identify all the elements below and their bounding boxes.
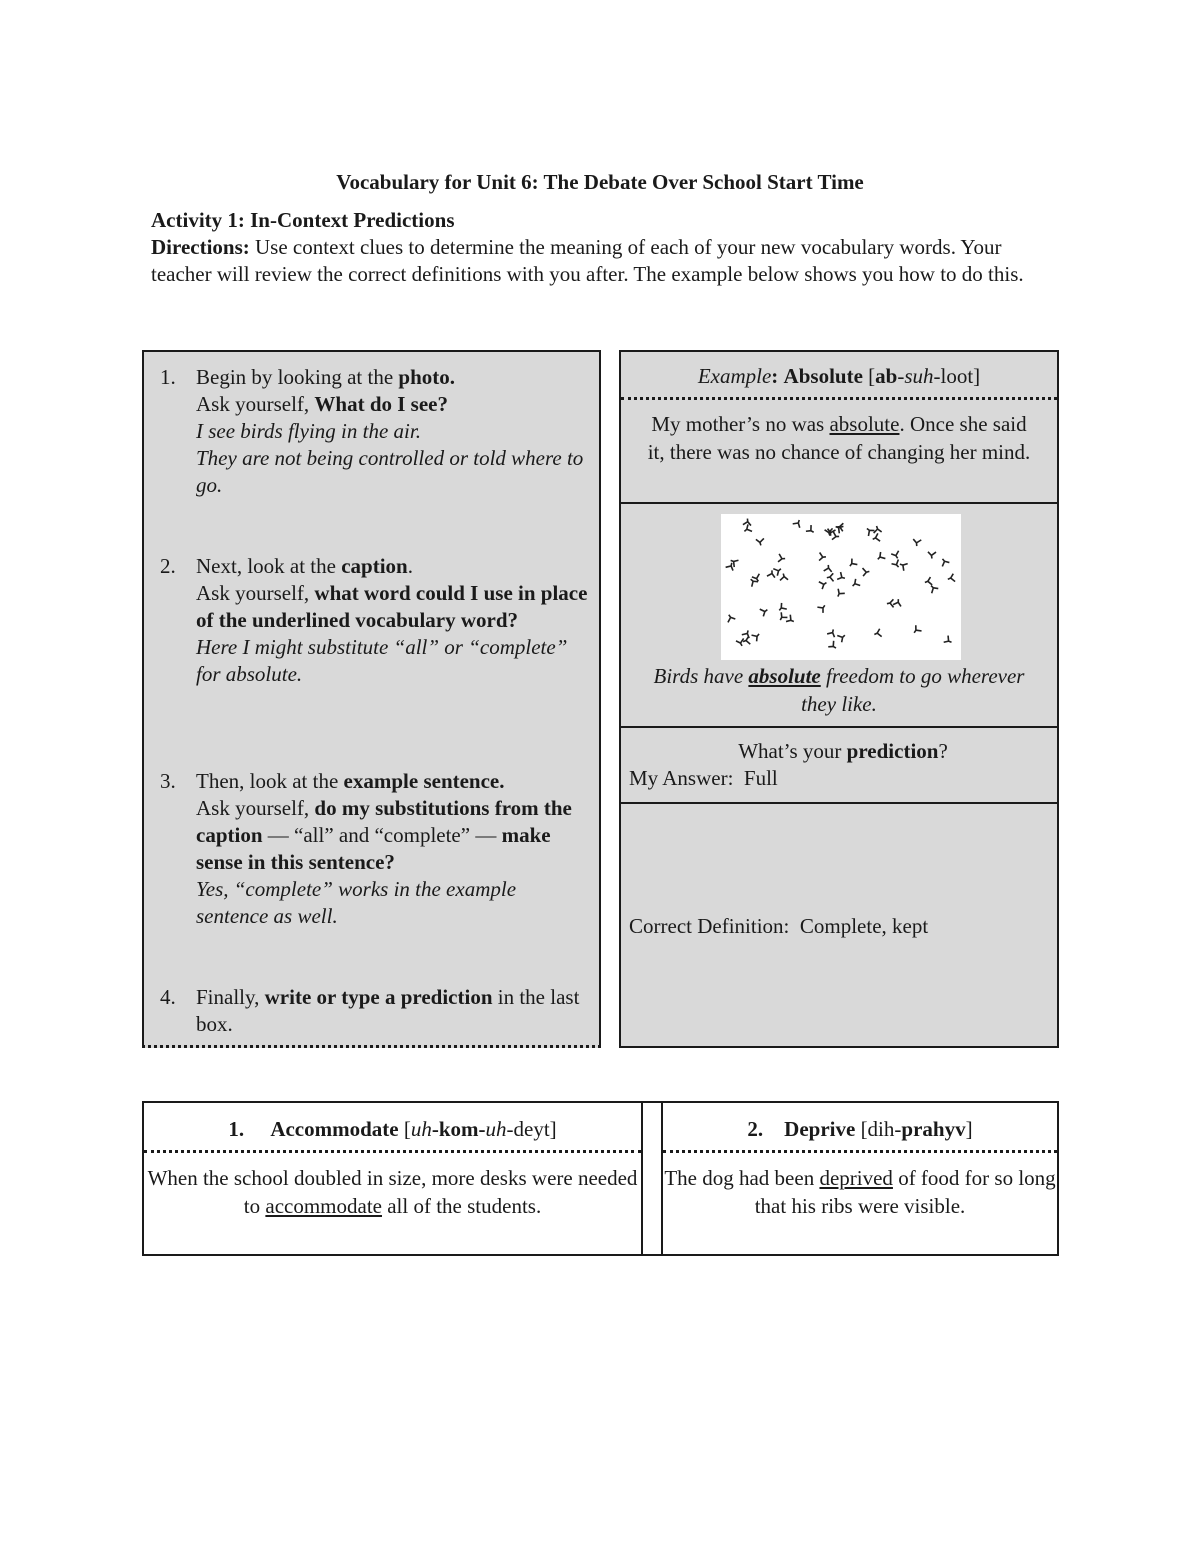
bird-mark	[928, 583, 938, 593]
step-bold: photo.	[398, 365, 456, 389]
pronunciation: [	[398, 1117, 411, 1141]
card-number: 2.	[747, 1117, 764, 1141]
step-4	[160, 984, 590, 1038]
bird-mark	[891, 559, 901, 569]
sentence-text: . Once she said it, there was no chance of changing her mind.	[647, 412, 1031, 464]
bird-mark	[891, 551, 901, 560]
photo-caption	[641, 662, 1037, 718]
bird-mark	[818, 553, 826, 562]
pronunciation-italic: -suh-	[897, 364, 941, 388]
bird-mark	[874, 629, 882, 638]
step-italic: Yes, “complete” works in the example sentence as well.	[196, 877, 517, 928]
prediction-cell	[621, 728, 1057, 804]
sentence-text: all of the students.	[381, 1194, 542, 1218]
step-1	[160, 364, 590, 499]
step-text: Then, look at the	[196, 769, 344, 793]
directions	[151, 234, 1031, 288]
activity-intro	[151, 207, 1031, 288]
pronunciation-stress: ab	[875, 364, 898, 388]
bird-mark	[756, 538, 764, 545]
vocab-card-accommodate	[142, 1101, 643, 1256]
bird-mark	[875, 552, 885, 562]
bird-mark	[752, 631, 762, 641]
pronunciation: loot]	[940, 364, 981, 388]
pronunciation-italic: uh	[410, 1117, 432, 1141]
bird-mark	[773, 566, 783, 576]
bird-mark	[887, 599, 895, 608]
bird-mark	[817, 603, 827, 614]
sentence-text: The dog had been	[664, 1166, 820, 1190]
bird-mark	[767, 569, 777, 578]
step-number: 3.	[160, 769, 176, 793]
bird-mark	[780, 573, 788, 580]
pronunciation: ]	[965, 1117, 973, 1141]
activity-heading: Activity 1: In-Context Predictions	[151, 208, 455, 232]
bird-mark	[827, 573, 835, 582]
step-3	[160, 768, 590, 930]
answer-label: My Answer:	[629, 766, 734, 790]
card-connector	[641, 1101, 663, 1256]
directions-text: Use context clues to determine the meaning of each of your new vocabulary words. Your teacher will review the correct definitions with you after. The example below shows you how to do this.	[151, 235, 1024, 286]
definition-label: Correct Definition:	[629, 914, 790, 938]
step-italic: I see birds flying in the air.	[196, 419, 421, 443]
example-colon: :	[771, 364, 779, 388]
caption-text: freedom to go wherever they like.	[801, 664, 1025, 716]
card-sentence	[663, 1153, 1057, 1220]
example-word: Absolute	[783, 364, 863, 388]
bird-mark	[785, 615, 795, 626]
prediction-text: ?	[938, 739, 948, 763]
pronunciation: -deyt]	[506, 1117, 557, 1141]
step-2	[160, 553, 590, 688]
step-text: .	[407, 554, 413, 578]
pronunciation-stress: -kom-	[431, 1117, 486, 1141]
bird-mark	[893, 598, 903, 607]
definition-value[interactable]: Complete, kept	[799, 914, 929, 938]
bird-mark	[805, 525, 816, 536]
bird-mark	[837, 632, 847, 642]
bird-mark	[836, 572, 846, 582]
bird-mark	[736, 638, 745, 646]
bird-mark	[777, 602, 787, 613]
step-bold: do my substitutions from the caption	[196, 796, 572, 847]
bird-mark	[819, 580, 828, 590]
prediction-text: What’s your	[738, 739, 847, 763]
bird-mark	[793, 518, 804, 528]
step-text: Begin by looking at the	[196, 365, 399, 389]
card-number: 1.	[228, 1117, 245, 1141]
step-bold: what word could I use in place of the underlined vocabulary word?	[196, 581, 588, 632]
caption-vocab-word: absolute	[748, 664, 821, 688]
pronunciation-italic: uh	[485, 1117, 507, 1141]
bird-mark	[760, 607, 769, 617]
definition-cell	[621, 804, 1057, 1048]
bird-mark	[874, 526, 882, 533]
prediction-question	[629, 738, 1057, 765]
step-bold: write or type a prediction	[264, 985, 493, 1009]
sentence-vocab-word: absolute	[829, 412, 900, 436]
step-number: 2.	[160, 554, 176, 578]
bird-mark	[777, 554, 786, 564]
step-italic: Here I might substitute “all” or “complete” for absolute.	[196, 635, 568, 686]
my-answer[interactable]	[629, 765, 1057, 792]
card-word: Accommodate	[270, 1117, 399, 1141]
step-text: Next, look at the	[196, 554, 342, 578]
sentence-text: My mother’s no was	[651, 412, 830, 436]
bird-mark	[834, 588, 845, 599]
photo-cell	[621, 504, 1057, 728]
bird-mark	[927, 551, 936, 559]
step-number: 4.	[160, 985, 176, 1009]
bird-mark	[912, 538, 921, 547]
bird-mark	[911, 625, 921, 636]
step-number: 1.	[160, 365, 176, 389]
step-bold: example sentence.	[343, 769, 505, 793]
prediction-bold: prediction	[846, 739, 939, 763]
bird-mark	[847, 558, 857, 569]
step-text: Ask yourself,	[196, 581, 315, 605]
bird-mark	[898, 560, 908, 571]
card-header	[144, 1103, 641, 1153]
step-italic: They are not being controlled or told where to go.	[196, 446, 584, 497]
bird-mark	[947, 574, 955, 583]
vocab-card-deprive	[661, 1101, 1059, 1256]
example-label: Example	[697, 364, 772, 388]
bird-mark	[726, 613, 736, 622]
pronunciation: [	[862, 364, 876, 388]
bird-mark	[864, 526, 875, 536]
sentence-vocab-word: deprived	[819, 1166, 893, 1190]
pronunciation-stress: prahyv	[901, 1117, 966, 1141]
step-bold: caption	[341, 554, 408, 578]
step-bold: make sense in this sentence?	[196, 823, 551, 874]
bird-mark	[824, 564, 833, 573]
bird-mark	[924, 577, 932, 586]
step-text: Ask yourself,	[196, 796, 315, 820]
step-text: Ask yourself,	[196, 392, 315, 416]
step-text: — “all” and “complete” —	[262, 823, 502, 847]
bird-mark	[827, 628, 837, 638]
page-title: Vocabulary for Unit 6: The Debate Over School Start Time	[336, 170, 864, 194]
bird-mark	[850, 578, 860, 588]
bird-mark	[862, 568, 869, 576]
sentence-text: When the school doubled in size, more desks were needed to	[147, 1166, 638, 1218]
answer-value[interactable]: Full	[743, 766, 778, 790]
bird-mark	[828, 641, 839, 652]
bird-mark	[943, 636, 954, 647]
directions-label: Directions:	[151, 235, 250, 259]
step-text: Finally,	[196, 985, 265, 1009]
example-header	[621, 352, 1057, 400]
card-word: Deprive	[784, 1117, 856, 1141]
sentence-text: of food for so long	[892, 1166, 1056, 1190]
sentence-vocab-word: accommodate	[265, 1194, 382, 1218]
sentence-text: that his ribs were visible.	[754, 1194, 966, 1218]
step-bold: What do I see?	[314, 392, 448, 416]
pronunciation: [dih-	[855, 1117, 902, 1141]
bird-mark	[872, 533, 880, 542]
bird-mark	[940, 557, 950, 566]
card-header	[663, 1103, 1057, 1153]
bird-mark	[777, 612, 788, 623]
example-box	[619, 350, 1059, 1048]
caption-text: Birds have	[653, 664, 749, 688]
birds-photo	[721, 514, 961, 660]
example-sentence	[621, 400, 1057, 504]
card-sentence	[144, 1153, 641, 1220]
instructions-box	[142, 350, 601, 1048]
step-text: in the last box.	[196, 985, 580, 1036]
